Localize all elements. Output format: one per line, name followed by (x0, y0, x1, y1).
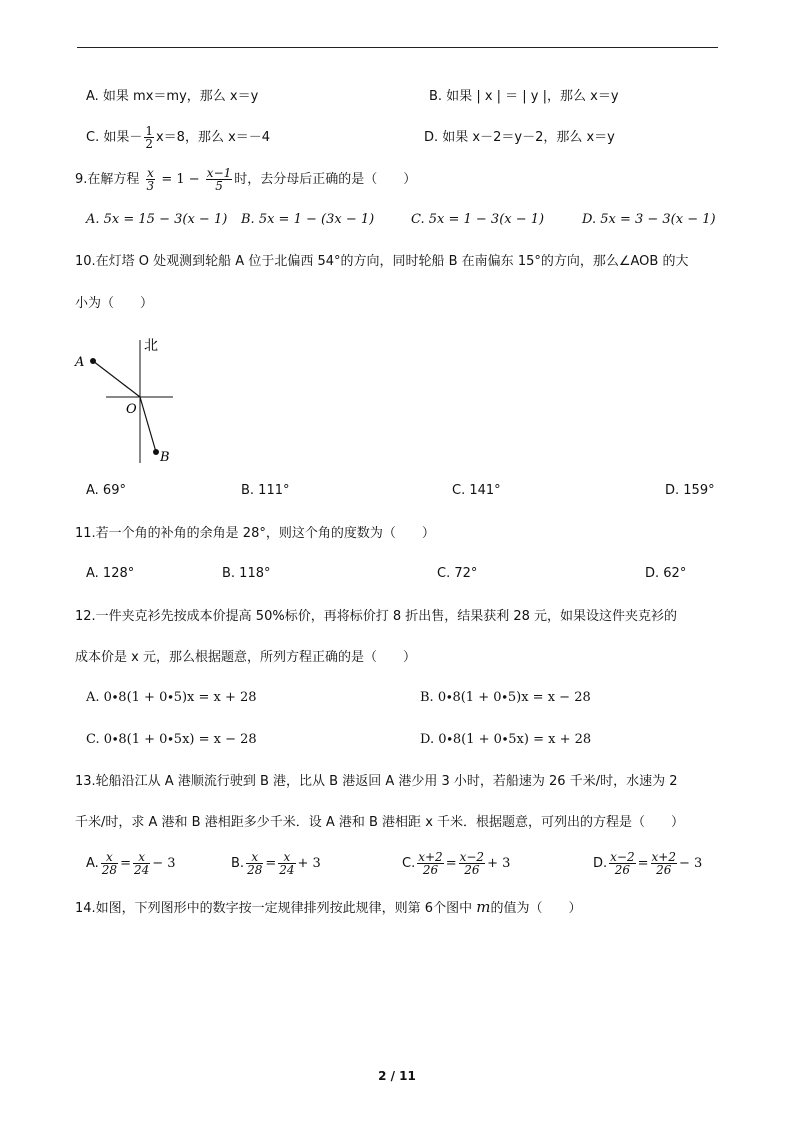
fraction-left (246, 851, 263, 876)
header-rule (77, 47, 718, 48)
q10-option-a: A. 69° (86, 483, 126, 498)
fraction-left (101, 851, 118, 876)
fraction-right (459, 851, 485, 876)
q8-option-d: D. 如果 x－2＝y－2，那么 x＝y (424, 130, 615, 145)
fraction-numerator: x (146, 166, 154, 180)
q11-option-d: D. 62° (645, 566, 687, 581)
q12-option-d: D. 0∙8(1 + 0∙5x) = x + 28 (420, 732, 592, 747)
q12-line-2: 成本价是 x 元，那么根据题意，所列方程正确的是（ ） (75, 650, 416, 665)
q10-option-b: B. 111° (241, 483, 290, 498)
q8-option-c-fraction (144, 125, 154, 150)
q10-line-2: 小为（ ） (75, 296, 154, 311)
point-o-label: O (126, 402, 137, 417)
equals-sign: = (445, 856, 457, 871)
ray-oa (93, 361, 140, 397)
fraction-right (133, 851, 150, 876)
fraction-denominator: 26 (464, 863, 480, 877)
fraction-left (609, 851, 635, 876)
fraction-denominator: 26 (422, 863, 439, 877)
fraction-denominator: 26 (614, 863, 631, 877)
fraction-numerator: 1 (145, 124, 153, 138)
q9-option-a: A. 5x = 15 − 3(x − 1) (86, 212, 228, 227)
q14-prefix: 14.如图，下列图形中的数字按一定规律排列按此规律，则第 6个图中 (75, 901, 477, 916)
q9-fraction-1 (146, 167, 156, 192)
option-tail: − 3 (679, 856, 703, 871)
q9-option-d: D. 5x = 3 − 3(x − 1) (582, 212, 716, 227)
q8-option-c (86, 125, 270, 151)
q13-line-2: 千米/时，求 A 港和 B 港相距多少千米．设 A 港和 B 港相距 x 千米．根据题意，可列出的方程是（ ） (75, 815, 685, 830)
q14-stem (75, 897, 581, 917)
north-label: 北 (144, 338, 158, 354)
fraction-denominator: 24 (279, 863, 295, 877)
q9-option-b: B. 5x = 1 − (3x − 1) (241, 212, 375, 227)
fraction-left (417, 851, 443, 876)
option-label: B. (231, 856, 245, 871)
point-b-label: B (160, 450, 170, 465)
q10-line-1: 10.在灯塔 O 处观测到轮船 A 位于北偏西 54°的方向，同时轮船 B 在南偏东 15°的方向，那么∠AOB 的大 (75, 254, 689, 269)
fraction-right (651, 851, 677, 876)
fraction-numerator: x−2 (459, 850, 485, 864)
q9-option-c: C. 5x = 1 − 3(x − 1) (411, 212, 545, 227)
q12-option-c: C. 0∙8(1 + 0∙5x) = x − 28 (86, 732, 257, 747)
fraction-numerator: x−1 (206, 166, 232, 180)
q9-suffix: 时，去分母后正确的是（ ） (234, 172, 417, 187)
equals-sign: = (120, 856, 131, 871)
q11-option-b: B. 118° (222, 566, 271, 581)
fraction-denominator: 3 (146, 179, 155, 193)
option-label: C. (402, 856, 416, 871)
fraction-numerator: x (101, 851, 118, 864)
option-tail: + 3 (487, 856, 511, 871)
fraction-denominator: 2 (145, 137, 153, 151)
q14-variable-m: m (476, 898, 491, 916)
q13-option-b (231, 850, 321, 878)
option-tail: − 3 (152, 856, 176, 871)
q12-option-a: A. 0∙8(1 + 0∙5)x = x + 28 (86, 690, 257, 705)
q13-option-d (593, 850, 702, 878)
q9-fraction-2 (206, 167, 232, 192)
fraction-numerator: x−2 (610, 850, 635, 864)
point-a-label: A (75, 355, 85, 370)
q9-middle: = 1 − (161, 172, 200, 187)
q13-option-c (402, 850, 510, 878)
option-label: A. (86, 856, 99, 871)
q10-option-d: D. 159° (665, 483, 715, 498)
option-label: D. (593, 856, 608, 871)
fraction-right (278, 851, 295, 876)
fraction-denominator: 28 (101, 863, 118, 877)
fraction-numerator: x+2 (418, 850, 443, 864)
ray-ob (140, 397, 156, 452)
option-tail: + 3 (297, 856, 321, 871)
fraction-numerator: x+2 (651, 850, 676, 864)
fraction-numerator: x (133, 851, 150, 864)
q8-option-c-suffix: x＝8，那么 x＝－4 (155, 130, 271, 145)
fraction-numerator: x (246, 851, 263, 864)
fraction-denominator: 26 (656, 863, 672, 877)
q12-option-b: B. 0∙8(1 + 0∙5)x = x − 28 (420, 690, 591, 705)
point-b-dot (153, 449, 159, 455)
page-number: 2 / 11 (378, 1069, 416, 1083)
q13-option-a (86, 850, 176, 878)
q8-option-b: B. 如果 | x | ＝ | y |，那么 x＝y (429, 89, 619, 104)
q8-option-c-prefix: C. 如果－ (86, 130, 143, 145)
q8-option-a: A. 如果 mx＝my，那么 x＝y (86, 89, 259, 104)
q9-prefix: 9.在解方程 (75, 172, 140, 187)
q14-suffix: 的值为（ ） (490, 901, 582, 916)
fraction-denominator: 28 (247, 863, 263, 877)
q13-line-1: 13.轮船沿江从 A 港顺流行驶到 B 港，比从 B 港返回 A 港少用 3 小时，若船速为 26 千米/时，水速为 2 (75, 774, 678, 789)
fraction-denominator: 5 (215, 179, 223, 193)
equals-sign: = (637, 856, 649, 871)
q11-option-a: A. 128° (86, 566, 135, 581)
fraction-numerator: x (278, 851, 295, 864)
q10-bearing-figure (70, 330, 210, 470)
q11-stem: 11.若一个角的补角的余角是 28°，则这个角的度数为（ ） (75, 526, 435, 541)
point-a-dot (90, 358, 96, 364)
q10-option-c: C. 141° (452, 483, 501, 498)
q11-option-c: C. 72° (437, 566, 478, 581)
equals-sign: = (265, 856, 277, 871)
q9-stem (75, 165, 416, 195)
fraction-denominator: 24 (133, 863, 150, 877)
q12-line-1: 12.一件夹克衫先按成本价提高 50%标价，再将标价打 8 折出售，结果获利 28 元，如果设这件夹克衫的 (75, 609, 678, 624)
